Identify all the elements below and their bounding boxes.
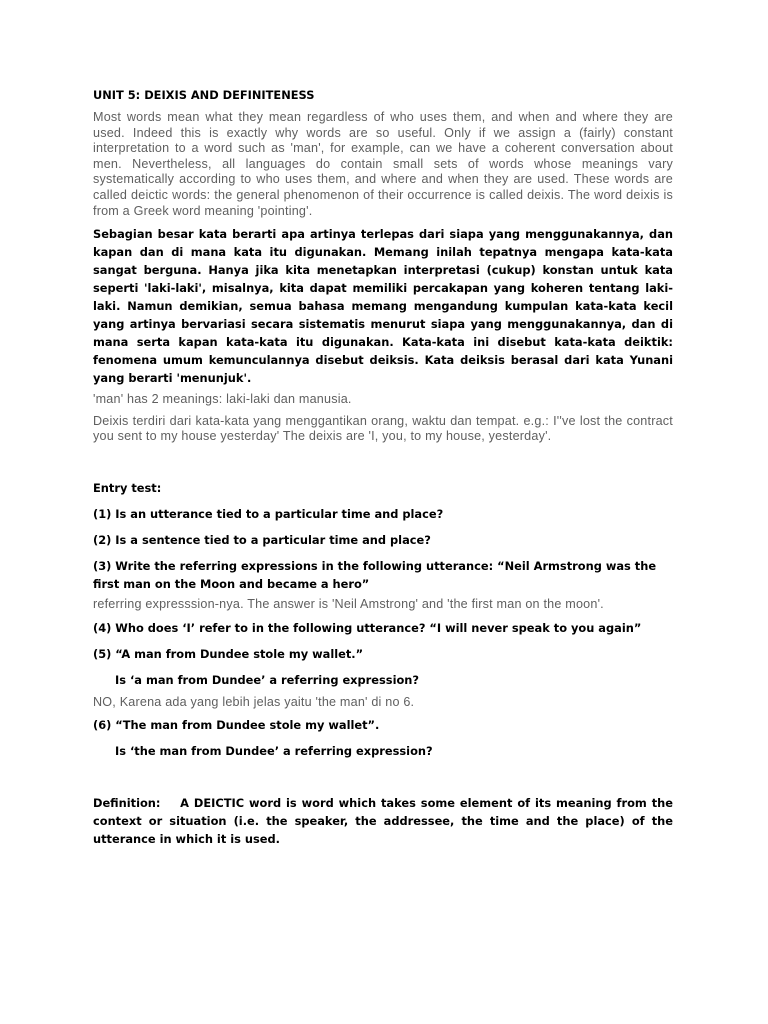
question-4: (4) Who does ‘I’ refer to in the following utterance? “I will never speak to you again”: [93, 620, 642, 635]
question-5-sub: Is ‘a man from Dundee’ a referring expression?: [115, 672, 420, 687]
question-5: (5) “A man from Dundee stole my wallet.”: [93, 646, 364, 661]
entry-test-heading: Entry test:: [93, 480, 162, 495]
question-3: (3) Write the referring expressions in the following utterance: “Neil Armstrong was the first man on the Moon and became a hero”: [93, 558, 657, 591]
question-2: (2) Is a sentence tied to a particular time and place?: [93, 532, 431, 547]
answer-5: NO, Karena ada yang lebih jelas yaitu 'the man' di no 6.: [93, 694, 415, 709]
intro-indonesian-paragraph: Sebagian besar kata berarti apa artinya terlepas dari siapa yang menggunakannya, dan kapan dan di mana kata itu digunakan. Memang inilah tepatnya mengapa kata-kata sangat berguna. Hanya jika kita menetapkan interpretasi (cukup) konstan untuk kata seperti 'laki-laki', misalnya, kita dapat memiliki percakapan yang koheren tentang laki-laki. Namun demikian, semua bahasa memang mengandung kumpulan kata-kata kecil yang artinya bervariasi secara sistematis menurut siapa yang menggunakannya, dan di mana serta kapan kata-kata itu digunakan. Kata-kata ini disebut kata-kata deiktik: fenomena umum kemunculannya disebut deiksis. Kata deiksis berasal dari kata Yunani yang berarti 'menunjuk'.: [93, 227, 673, 386]
question-1: (1) Is an utterance tied to a particular time and place?: [93, 506, 444, 521]
document-page: [93, 86, 677, 848]
intro-english-paragraph: Most words mean what they mean regardless of who uses them, and when and where they are used. Indeed this is exactly why words are so useful. Only if we assign a (fairly) constant interpretation to a word such as 'man', for example, can we have a coherent conversation about men. Nevertheless, all languages do contain small sets of words whose meanings vary systematically according to who uses them, and where and when they are used. These words are called deictic words: the general phenomenon of their occurrence is called deixis. The word deixis is from a Greek word meaning 'pointing'.: [93, 110, 673, 218]
note-man-meanings: 'man' has 2 meanings: laki-laki dan manusia.: [93, 392, 352, 407]
note-deixis-example: Deixis terdiri dari kata-kata yang menggantikan orang, waktu dan tempat. e.g.: I''ve lost the contract you sent to my house yesterday' The deixis are 'I, you, to my house, yesterday'.: [93, 413, 673, 444]
definition-paragraph: Definition: A DEICTIC word is word which takes some element of its meaning from the context or situation (i.e. the speaker, the addressee, the time and the place) of the utterance in which it is used.: [93, 796, 677, 847]
unit-title: UNIT 5: DEIXIS AND DEFINITENESS: [93, 88, 315, 102]
answer-3: referring expresssion-nya. The answer is 'Neil Amstrong' and 'the first man on the moon'.: [93, 596, 604, 611]
question-6-sub: Is ‘the man from Dundee’ a referring expression?: [115, 744, 433, 759]
question-6: (6) “The man from Dundee stole my wallet”.: [93, 718, 380, 733]
